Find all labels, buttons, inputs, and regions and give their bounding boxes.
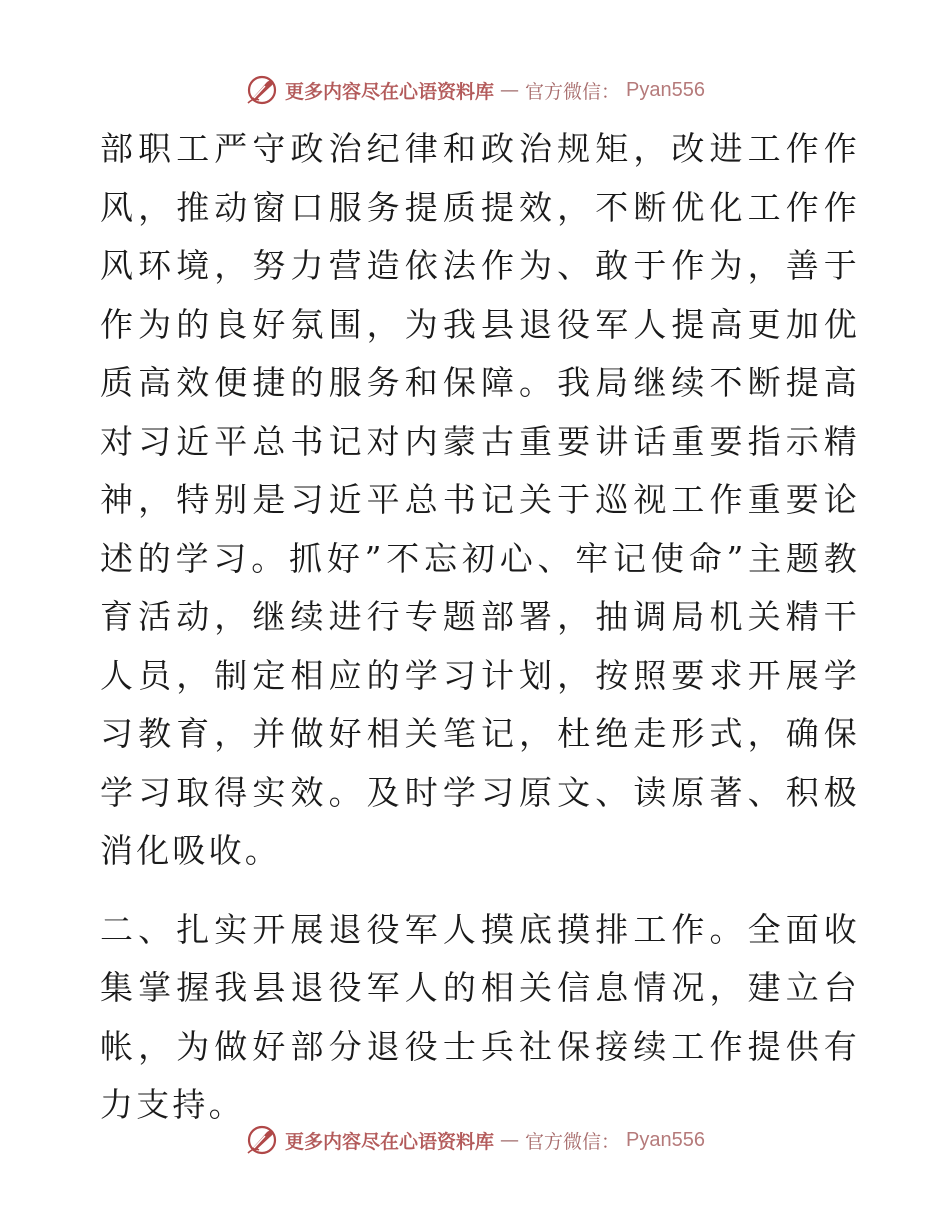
watermark-official-label: 官方微信：	[525, 80, 621, 103]
paragraph-1: 部职工严守政治纪律和政治规矩，改进工作作风，推动窗口服务提质提效，不断优化工作作风环境，努力营造依法作为、敢于作为，善于作为的良好氛围，为我县退役军人提高更加优质高效便捷的服务和保障。我局继续不断提高对习近平总书记对内蒙古重要讲话重要指示精神，特别是习近平总书记关于巡视工作重要论述的学习。抓好”不忘初心、牢记使命”主题教育活动，继续进行专题部署，抽调局机关精干人员，制定相应的学习计划，按照要求开展学习教育，并做好相关笔记，杜绝走形式，确保学习取得实效。及时学习原文、读原著、积极消化吸收。	[100, 129, 860, 870]
quill-pen-logo-icon	[245, 73, 279, 107]
watermark-official-label: 官方微信：	[525, 1130, 621, 1153]
watermark-brand-text: 更多内容尽在心语资料库	[285, 80, 495, 103]
watermark-brand-text: 更多内容尽在心语资料库	[285, 1130, 495, 1153]
watermark-wechat-id: Pyan556	[626, 1128, 705, 1151]
document-body	[100, 120, 860, 1135]
header-watermark-banner	[0, 70, 950, 110]
watermark-separator: —	[500, 79, 520, 101]
paragraph-2: 二、扎实开展退役军人摸底摸排工作。全面收集掌握我县退役军人的相关信息情况，建立台帐，为做好部分退役士兵社保接续工作提供有力支持。	[100, 909, 860, 1124]
watermark-wechat-id: Pyan556	[626, 78, 705, 101]
footer-watermark-banner	[0, 1120, 950, 1160]
watermark-separator: —	[500, 1129, 520, 1151]
quill-pen-logo-icon	[245, 1123, 279, 1157]
